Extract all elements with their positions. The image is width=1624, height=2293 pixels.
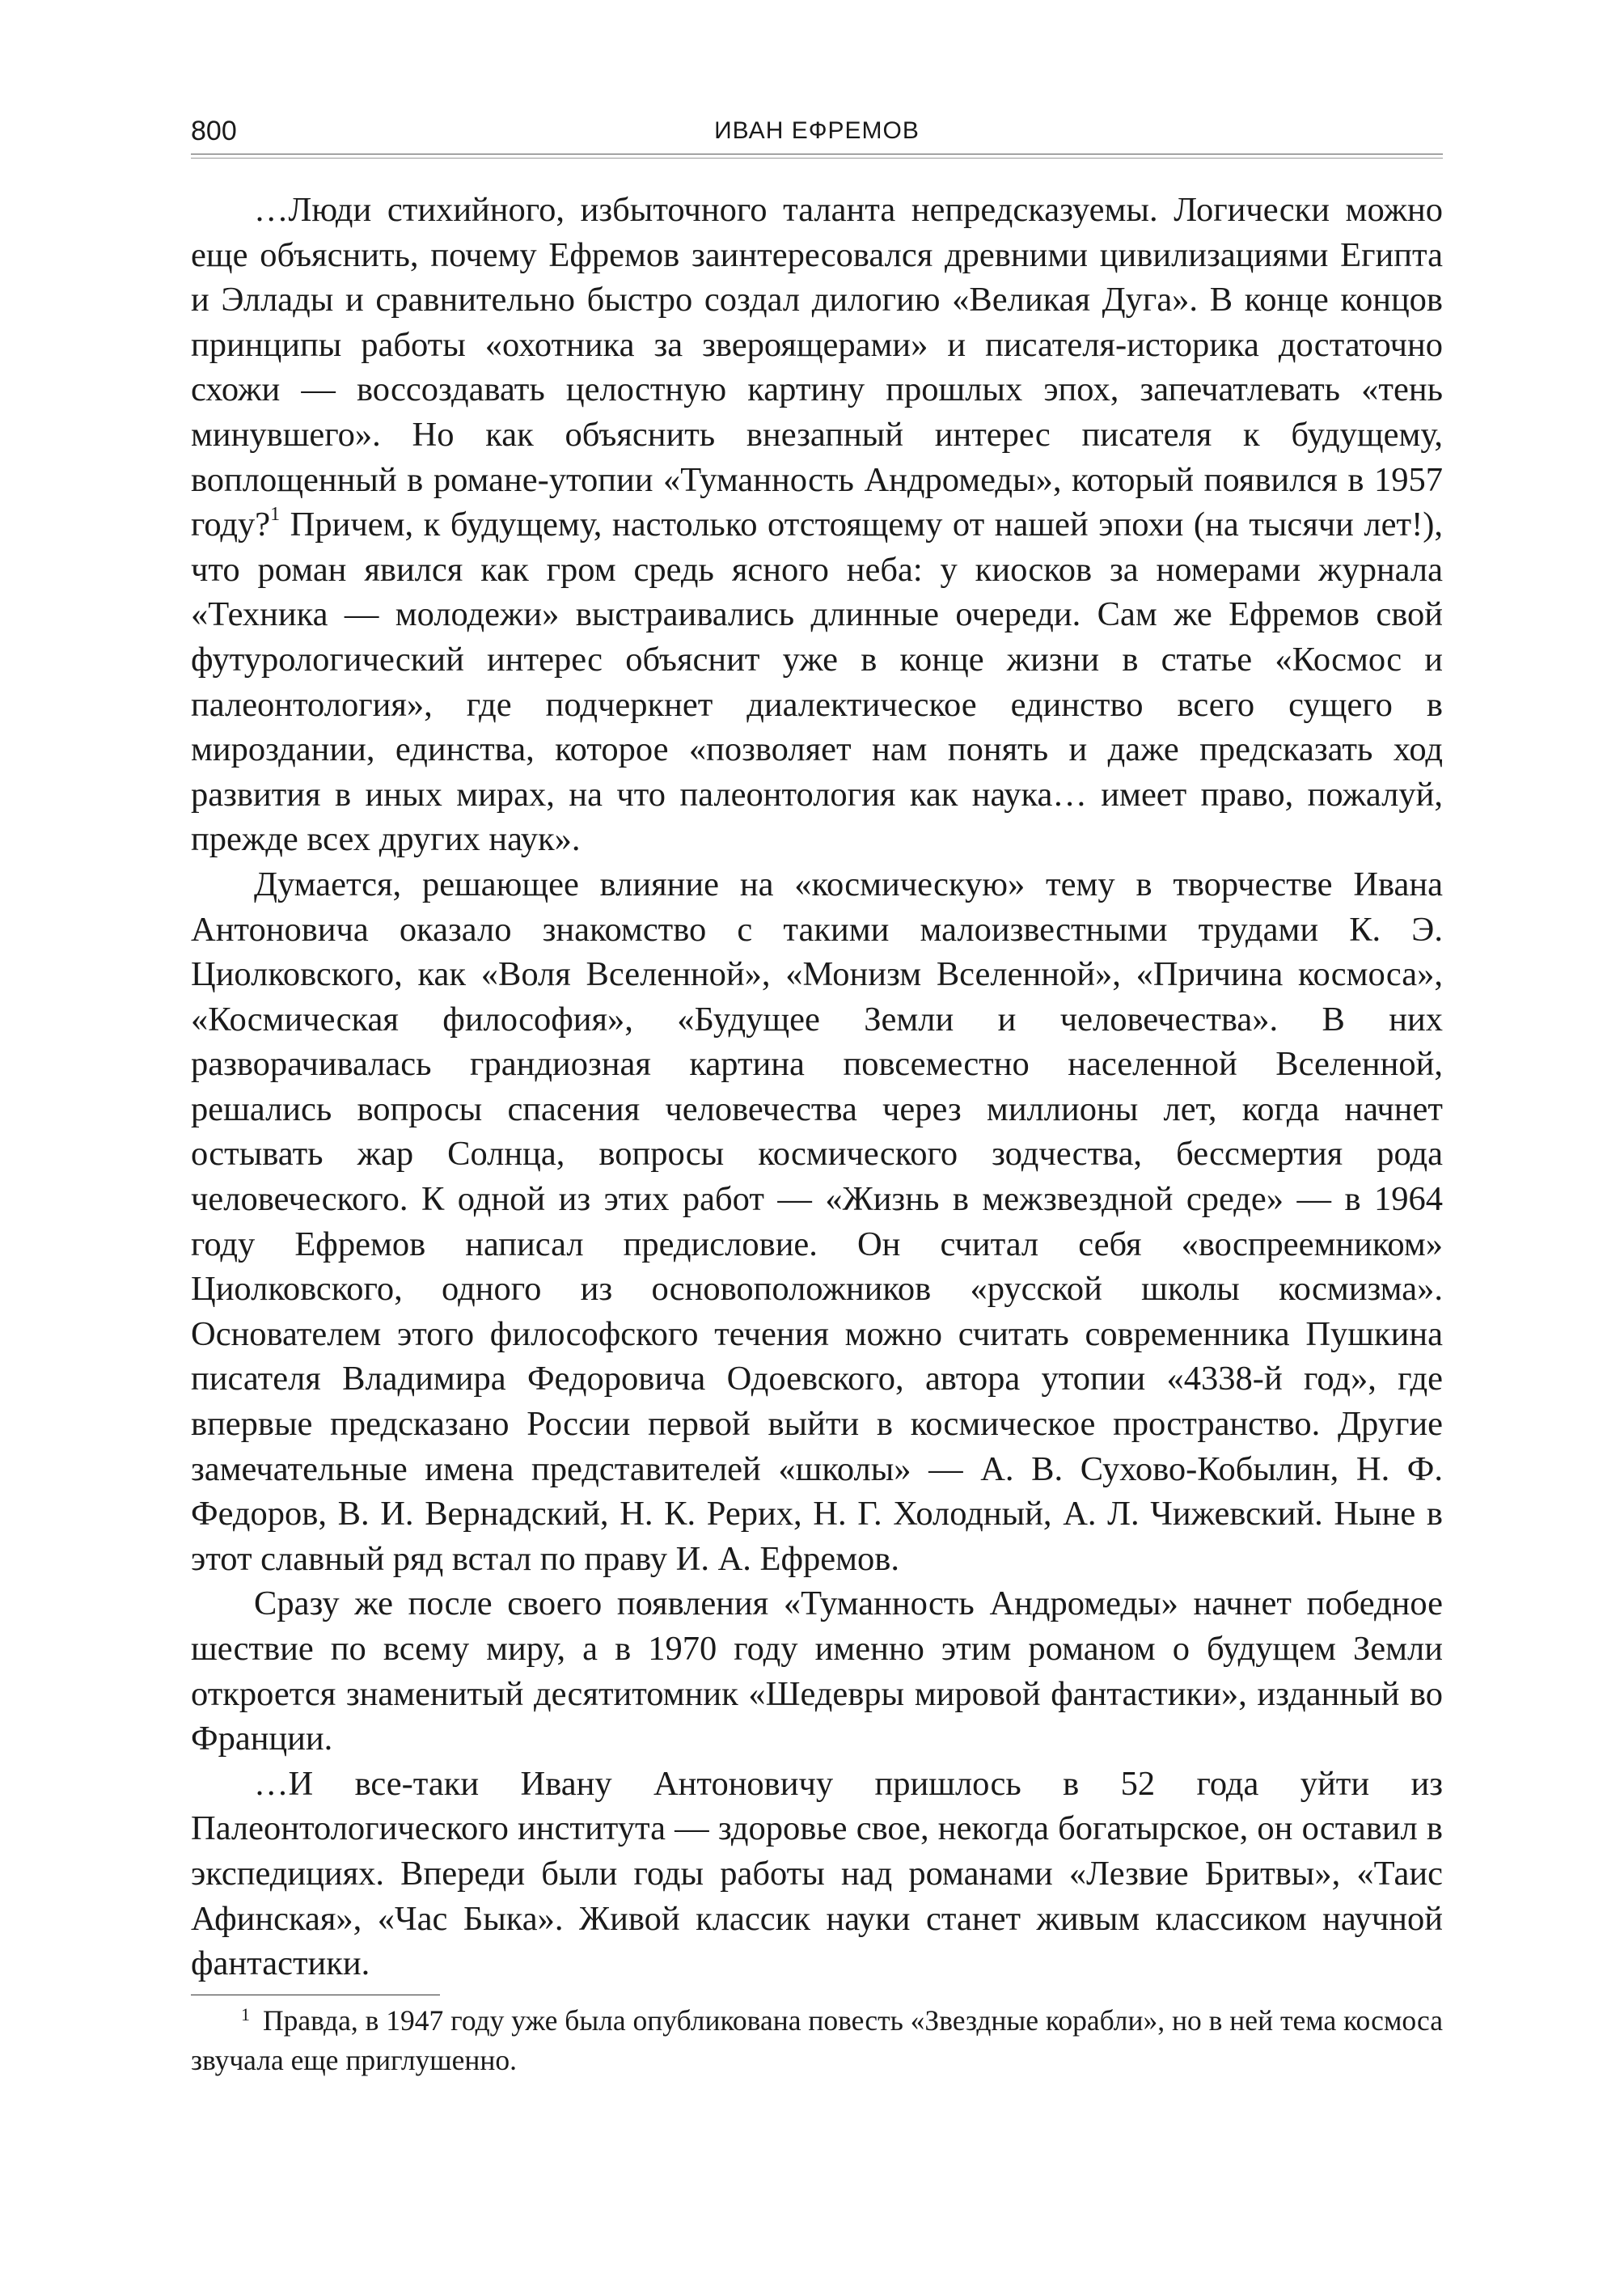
paragraph-3: Сразу же после своего появления «Туманность Андромеды» начнет победное шествие по всему миру, а в 1970 году именно этим романом о будущем Земли откроется знаменитый десятитомник «Шедевры мировой фантастики», изданный во Франции. [191,1584,1443,1758]
footnote [191,2003,1443,2079]
running-title: ИВАН ЕФРЕМОВ [714,117,920,144]
footnote-reference[interactable]: 1 [270,504,281,525]
footnote-paragraph [191,2003,1443,2079]
body-text [191,188,1443,1986]
footnote-mark: 1 [241,2004,250,2024]
running-header [191,112,1443,152]
page-number: 800 [191,116,237,146]
footnote-text: Правда, в 1947 году уже была опубликована повесть «Звездные корабли», но в ней тема космоса звучала еще приглушенно. [191,2004,1443,2076]
paragraph-4: …И все-таки Ивану Антоновичу пришлось в 52 года уйти из Палеонтологического института — здоровье свое, некогда богатырское, он оставил в экспедициях. Впереди были годы работы над романами «Лезвие Бритвы», «Таис Афинская», «Час Быка». Живой классик науки станет живым классиком научной фантастики. [191,1764,1443,1983]
header-rule-thin [191,158,1443,159]
paragraph-1 [191,188,1443,862]
paragraph-2: Думается, решающее влияние на «космическую» тему в творчестве Ивана Антоновича оказало знакомство с такими малоизвестными трудами К. Э. Циолковского, как «Воля Вселенной», «Монизм Вселенной», «Причина космоса», «Космическая философия», «Будущее Земли и человечества». В них разворачивалась грандиозная картина повсеместно населенной Вселенной, решались вопросы спасения человечества через миллионы лет, когда начнет остывать жар Солнца, вопросы космического зодчества, бессмертия рода человеческого. К одной из этих работ — «Жизнь в межзвездной среде» — в 1964 году Ефремов написал предисловие. Он считал себя «воспреемником» Циолковского, одного из основоположников «русской школы космизма». Основателем этого философского течения можно считать современника Пушкина писателя Владимира Федоровича Одоевского, автора утопии «4338-й год», где впервые предсказано России первой выйти в космическое пространство. Другие замечательные имена представителей «школы» — А. В. Сухово-Кобылин, Н. Ф. Федоров, В. И. Вернадский, Н. К. Рерих, Н. Г. Холодный, А. Л. Чижевский. Ныне в этот славный ряд встал по праву И. А. Ефремов. [191,865,1443,1578]
paragraph-1-text-continued: Причем, к будущему, настолько отстоящему от нашей эпохи (на тысячи лет!), что роман явился как гром средь ясного неба: у киосков за номерами журнала «Техника — молодежи» выстраивались длинные очереди. Сам же Ефремов свой футурологический интерес объяснит уже в конце жизни в статье «Космос и палеонтология», где подчеркнет диалектическое единство всего сущего в мироздании, единства, которое «позволяет нам понять и даже предсказать ход развития в иных мирах, на что палеонтология как наука… имеет право, пожалуй, прежде всех других наук». [191,506,1443,859]
paragraph-1-text: …Люди стихийного, избыточного таланта непредсказуемы. Логически можно еще объяснить, почему Ефремов заинтересовался древними цивилизациями Египта и Эллады и сравнительно быстро создал дилогию «Великая Дуга». В конце концов принципы работы «охотника за звероящерами» и писателя-историка достаточно схожи — воссоздавать целостную картину прошлых эпох, запечатлевать «тень минувшего». Но как объяснить внезапный интерес писателя к будущему, воплощенный в романе-утопии «Туманность Андромеды», который появился в 1957 году? [191,191,1443,544]
